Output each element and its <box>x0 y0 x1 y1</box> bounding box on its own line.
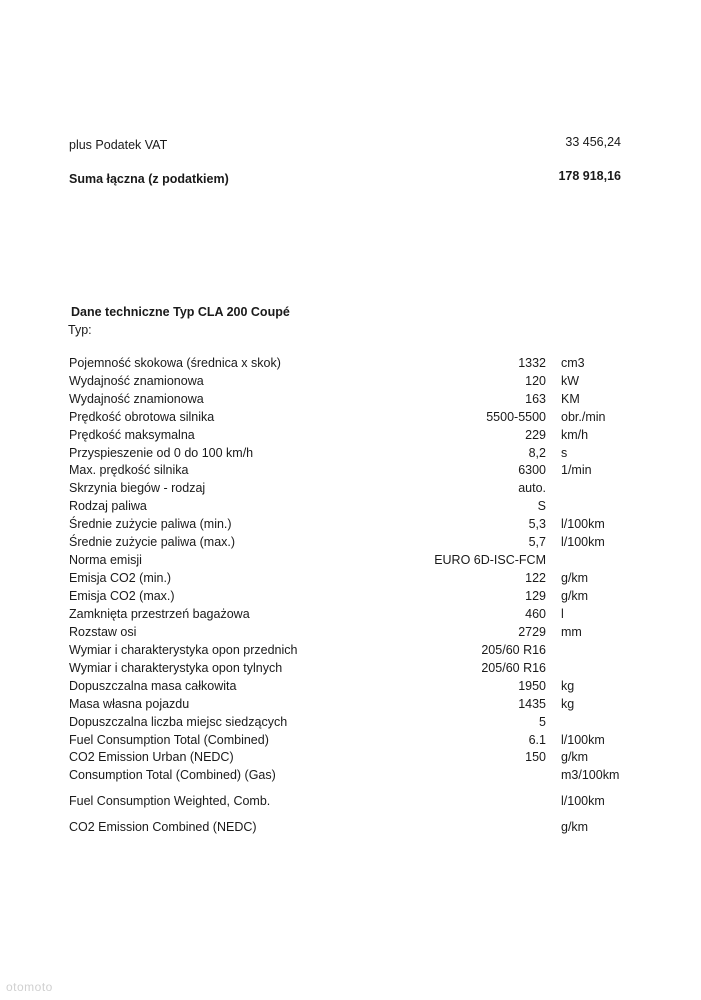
row-unit: 1/min <box>561 463 592 477</box>
row-label: Norma emisji <box>69 553 142 567</box>
row-unit: l/100km <box>561 535 605 549</box>
row-label: Fuel Consumption Weighted, Comb. <box>69 794 271 808</box>
row-unit: s <box>561 446 568 460</box>
row-value: 122 <box>525 571 546 585</box>
type-label: Typ: <box>68 323 92 337</box>
table-row <box>0 623 701 641</box>
tech-heading: Dane techniczne Typ CLA 200 Coupé <box>71 305 290 319</box>
row-unit: l/100km <box>561 794 605 808</box>
row-unit: obr./min <box>561 410 606 424</box>
row-unit: kW <box>561 374 580 388</box>
table-row <box>0 587 701 605</box>
row-value: 5,3 <box>528 517 546 531</box>
row-unit: km/h <box>561 428 589 442</box>
row-value: 1332 <box>518 356 546 370</box>
row-value: 150 <box>525 750 546 764</box>
vat-label: plus Podatek VAT <box>69 138 168 152</box>
table-row <box>0 461 701 479</box>
row-label: Zamknięta przestrzeń bagażowa <box>69 607 250 621</box>
table-row <box>0 605 701 623</box>
watermark: otomoto <box>6 980 53 994</box>
row-unit: g/km <box>561 820 589 834</box>
row-label: Max. prędkość silnika <box>69 463 189 477</box>
row-label: Wydajność znamionowa <box>69 392 204 406</box>
row-value: 1435 <box>518 697 546 711</box>
table-row <box>0 444 701 462</box>
row-value: 205/60 R16 <box>481 643 546 657</box>
table-row <box>0 677 701 695</box>
table-row <box>0 792 701 810</box>
row-label: Wydajność znamionowa <box>69 374 204 388</box>
table-row <box>0 551 701 569</box>
row-label: Emisja CO2 (max.) <box>69 589 175 603</box>
row-label: Średnie zużycie paliwa (max.) <box>69 535 236 549</box>
row-unit: kg <box>561 697 575 711</box>
row-unit: mm <box>561 625 582 639</box>
table-row <box>0 659 701 677</box>
row-value: 5,7 <box>528 535 546 549</box>
row-unit: l/100km <box>561 733 605 747</box>
row-value: 2729 <box>518 625 546 639</box>
table-row <box>0 731 701 749</box>
table-row <box>0 372 701 390</box>
row-label: Rozstaw osi <box>69 625 137 639</box>
row-unit: l <box>561 607 564 621</box>
table-row <box>0 354 701 372</box>
table-row <box>0 390 701 408</box>
row-value: 6300 <box>518 463 546 477</box>
total-label: Suma łączna (z podatkiem) <box>69 172 229 186</box>
row-label: Rodzaj paliwa <box>69 499 147 513</box>
row-unit: KM <box>561 392 580 406</box>
table-row <box>0 497 701 515</box>
table-row <box>0 479 701 497</box>
row-unit: cm3 <box>561 356 585 370</box>
table-row <box>0 818 701 836</box>
table-row <box>0 695 701 713</box>
vat-value: 33 456,24 <box>565 135 621 149</box>
row-label: Dopuszczalna masa całkowita <box>69 679 237 693</box>
table-row <box>0 766 701 784</box>
row-label: Wymiar i charakterystyka opon tylnych <box>69 661 283 675</box>
total-value: 178 918,16 <box>558 169 621 183</box>
row-value: EURO 6D-ISC-FCM <box>434 553 546 567</box>
row-unit: g/km <box>561 571 589 585</box>
row-value: 5500-5500 <box>486 410 546 424</box>
table-row <box>0 748 701 766</box>
row-value: 460 <box>525 607 546 621</box>
row-value: 120 <box>525 374 546 388</box>
row-label: CO2 Emission Combined (NEDC) <box>69 820 257 834</box>
row-label: Przyspieszenie od 0 do 100 km/h <box>69 446 254 460</box>
row-value: 6.1 <box>528 733 546 747</box>
row-value: S <box>537 499 546 513</box>
row-unit: m3/100km <box>561 768 620 782</box>
row-value: 163 <box>525 392 546 406</box>
table-row <box>0 426 701 444</box>
row-value: 205/60 R16 <box>481 661 546 675</box>
table-row <box>0 641 701 659</box>
table-row <box>0 408 701 426</box>
row-label: Consumption Total (Combined) (Gas) <box>69 768 276 782</box>
table-row <box>0 569 701 587</box>
row-label: Fuel Consumption Total (Combined) <box>69 733 269 747</box>
row-label: Dopuszczalna liczba miejsc siedzących <box>69 715 288 729</box>
table-row <box>0 713 701 731</box>
row-value: 129 <box>525 589 546 603</box>
row-value: 8,2 <box>528 446 546 460</box>
row-label: Średnie zużycie paliwa (min.) <box>69 517 232 531</box>
row-unit: kg <box>561 679 575 693</box>
row-unit: g/km <box>561 750 589 764</box>
row-value: 229 <box>525 428 546 442</box>
row-label: Prędkość obrotowa silnika <box>69 410 215 424</box>
row-label: Wymiar i charakterystyka opon przednich <box>69 643 298 657</box>
row-label: CO2 Emission Urban (NEDC) <box>69 750 234 764</box>
row-value: 1950 <box>518 679 546 693</box>
row-unit: l/100km <box>561 517 605 531</box>
table-row <box>0 533 701 551</box>
row-label: Masa własna pojazdu <box>69 697 190 711</box>
row-label: Skrzynia biegów - rodzaj <box>69 481 206 495</box>
row-value: 5 <box>539 715 546 729</box>
row-label: Emisja CO2 (min.) <box>69 571 172 585</box>
row-value: auto. <box>518 481 546 495</box>
row-unit: g/km <box>561 589 589 603</box>
row-label: Prędkość maksymalna <box>69 428 195 442</box>
row-label: Pojemność skokowa (średnica x skok) <box>69 356 281 370</box>
table-row <box>0 515 701 533</box>
